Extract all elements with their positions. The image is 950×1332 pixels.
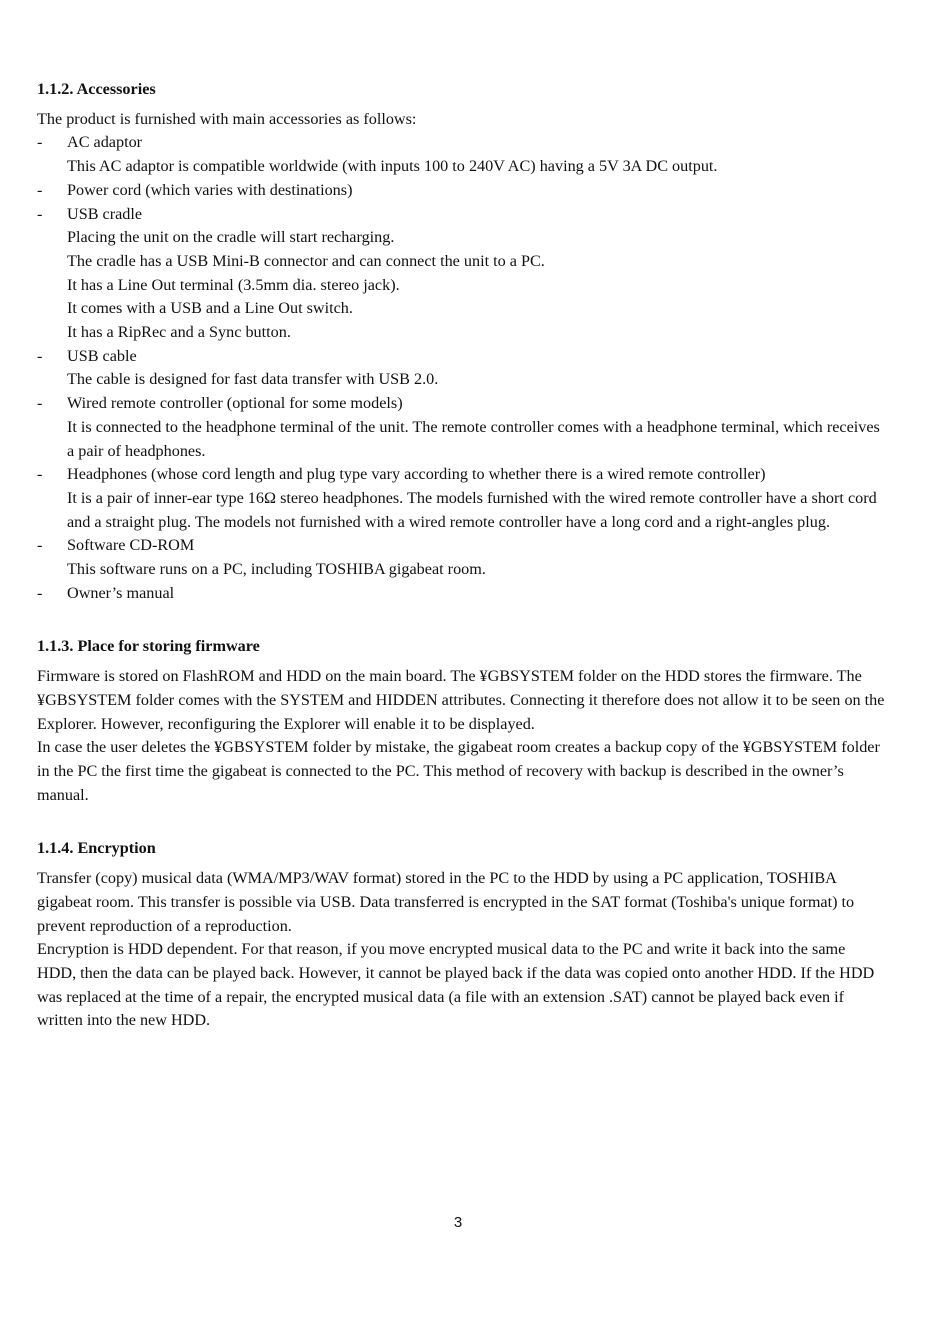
list-item — [37, 345, 887, 392]
list-item-title: Power cord (which varies with destinations) — [67, 180, 353, 199]
list-item-desc: This AC adaptor is compatible worldwide (with inputs 100 to 240V AC) having a 5V 3A DC output. — [67, 157, 718, 176]
paragraph: Firmware is stored on FlashROM and HDD on the main board. The ¥GBSYSTEM folder on the HDD stores the firmware. The ¥GBSYSTEM folder comes with the SYSTEM and HIDDEN attributes. Connecting it therefore does not allow it to be seen on the Explorer. However, reconfiguring the Explorer will enable it to be displayed. — [37, 667, 885, 733]
list-item — [37, 131, 887, 178]
section-encryption — [37, 837, 887, 1033]
paragraph: In case the user deletes the ¥GBSYSTEM folder by mistake, the gigabeat room creates a backup copy of the ¥GBSYSTEM folder in the PC the first time the gigabeat is connected to the PC. This method of recovery with backup is described in the owner’s manual. — [37, 738, 880, 804]
list-dash: - — [37, 583, 43, 602]
list-item-desc: It comes with a USB and a Line Out switch. — [67, 299, 353, 318]
list-dash: - — [37, 204, 43, 223]
list-item-title: Software CD-ROM — [67, 536, 195, 555]
list-dash: - — [37, 133, 43, 152]
list-dash: - — [37, 536, 43, 555]
list-item-desc: It has a RipRec and a Sync button. — [67, 323, 291, 342]
list-item — [37, 463, 887, 534]
list-item — [37, 582, 887, 606]
list-dash: - — [37, 346, 43, 365]
list-dash: - — [37, 180, 43, 199]
section-firmware — [37, 635, 887, 807]
list-item — [37, 179, 887, 203]
list-item-desc: It is connected to the headphone terminal of the unit. The remote controller comes with a headphone terminal, which receives a pair of headphones. — [67, 417, 880, 460]
list-item-title: USB cable — [67, 346, 137, 365]
section-accessories — [37, 78, 887, 605]
page-number: 3 — [453, 1214, 463, 1231]
accessories-list — [37, 131, 887, 605]
list-item — [37, 534, 887, 581]
list-item-desc: This software runs on a PC, including TOSHIBA gigabeat room. — [67, 560, 486, 579]
list-item-title: Wired remote controller (optional for some models) — [67, 394, 403, 413]
list-dash: - — [37, 394, 43, 413]
list-item-desc: It has a Line Out terminal (3.5mm dia. stereo jack). — [67, 275, 400, 294]
list-item-title: Headphones (whose cord length and plug type vary according to whether there is a wired remote controller) — [67, 465, 766, 484]
paragraph: Transfer (copy) musical data (WMA/MP3/WAV format) stored in the PC to the HDD by using a PC application, TOSHIBA gigabeat room. This transfer is possible via USB. Data transferred is encrypted in the SAT format (Toshiba's unique format) to prevent reproduction of a reproduction. — [37, 869, 855, 935]
list-item — [37, 392, 887, 463]
section-heading-firmware: 1.1.3. Place for storing firmware — [37, 637, 260, 656]
list-item — [37, 203, 887, 345]
document-page — [37, 78, 887, 1033]
accessories-intro: The product is furnished with main accessories as follows: — [37, 109, 417, 128]
list-item-title: USB cradle — [67, 204, 143, 223]
list-item-title: Owner’s manual — [67, 583, 175, 602]
paragraph: Encryption is HDD dependent. For that reason, if you move encrypted musical data to the PC and write it back into the same HDD, then the data can be played back. However, it cannot be played back if the data was copied onto another HDD. If the HDD was replaced at the time of a repair, the encrypted musical data (a file with an extension .SAT) cannot be played back even if written into the new HDD. — [37, 940, 875, 1030]
list-item-desc: The cradle has a USB Mini-B connector and can connect the unit to a PC. — [67, 251, 545, 270]
list-item-desc: It is a pair of inner-ear type 16Ω stereo headphones. The models furnished with the wired remote controller have a short cord and a straight plug. The models not furnished with a wired remote controller have a long cord and a right-angles plug. — [67, 488, 877, 531]
list-item-desc: The cable is designed for fast data transfer with USB 2.0. — [67, 370, 439, 389]
list-dash: - — [37, 465, 43, 484]
list-item-desc: Placing the unit on the cradle will start recharging. — [67, 228, 395, 247]
list-item-title: AC adaptor — [67, 133, 143, 152]
section-heading-accessories: 1.1.2. Accessories — [37, 80, 156, 98]
section-heading-encryption: 1.1.4. Encryption — [37, 839, 156, 858]
